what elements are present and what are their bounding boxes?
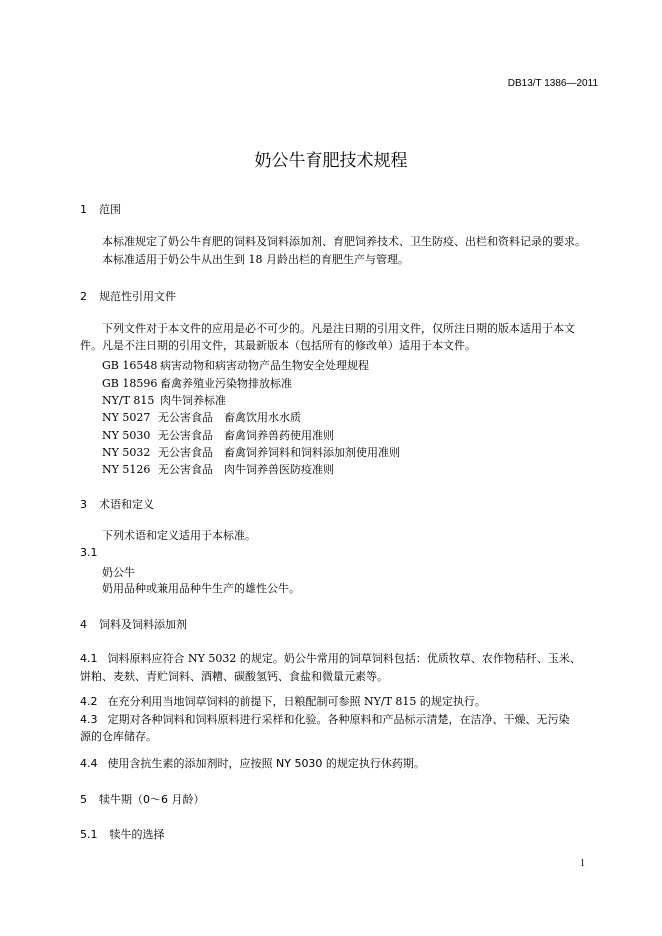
reference-code: NY 5032 <box>102 446 151 459</box>
term-definition: 奶用品种或兼用品种牛生产的雄性公牛。 <box>102 582 300 595</box>
term-name: 奶公牛 <box>102 566 135 579</box>
clause-4-3-line-2: 源的仓库储存。 <box>80 730 157 743</box>
clause-number: 4.2 <box>80 695 98 708</box>
reference-item <box>102 444 400 460</box>
reference-code: GB 16548 <box>102 359 158 372</box>
reference-code: NY 5126 <box>102 463 151 476</box>
section-3-heading <box>80 496 154 512</box>
terms-intro: 下列术语和定义适用于本标准。 <box>102 529 256 542</box>
section-number: 5 <box>80 793 87 806</box>
section-5-heading <box>80 791 205 807</box>
refs-intro-line-1: 下列文件对于本文件的应用是必不可少的。凡是注日期的引用文件，仅所注日期的版本适用于本文 <box>102 322 575 335</box>
section-title: 范围 <box>99 203 121 216</box>
reference-item <box>102 409 301 425</box>
standard-code: DB13/T 1386—2011 <box>507 78 598 89</box>
section-title: 犊牛的选择 <box>109 828 165 841</box>
document-title: 奶公牛育肥技术规程 <box>254 151 408 171</box>
reference-name: 肉牛饲养标准 <box>160 394 226 407</box>
reference-item <box>102 461 334 477</box>
section-1-heading <box>80 201 121 217</box>
reference-name: 无公害食品 肉牛饲养兽医防疫准则 <box>158 463 334 476</box>
reference-code: NY/T 815 <box>102 394 155 407</box>
clause-4-4 <box>80 755 425 771</box>
section-title: 犊牛期（0～6 月龄） <box>99 793 205 806</box>
scope-paragraph-1: 本标准规定了奶公牛育肥的饲料及饲料添加剂、育肥饲养技术、卫生防疫、出栏和资料记录的要求。 <box>102 235 586 248</box>
reference-name: 畜禽养殖业污染物排放标准 <box>160 377 292 390</box>
clause-number: 4.3 <box>80 713 98 726</box>
reference-item <box>102 392 226 408</box>
term-number: 3.1 <box>80 546 98 559</box>
reference-name: 无公害食品 畜禽饮用水水质 <box>158 411 301 424</box>
clause-text: 饲料原料应符合 NY 5032 的规定。奶公牛常用的饲草饲料包括：优质牧草、农作物秸秆、玉米、 <box>107 652 581 665</box>
section-title: 饲料及饲料添加剂 <box>99 618 187 631</box>
section-title: 规范性引用文件 <box>99 290 176 303</box>
clause-4-2 <box>80 693 486 711</box>
reference-item <box>102 375 292 391</box>
clause-number: 4.4 <box>80 757 98 770</box>
clause-number: 4.1 <box>80 652 98 665</box>
section-2-heading <box>80 288 176 304</box>
reference-name: 无公害食品 畜禽饲养饲料和饲料添加剂使用准则 <box>158 446 400 459</box>
section-number: 1 <box>80 203 87 216</box>
reference-item <box>102 427 334 443</box>
reference-name: 无公害食品 畜禽饲养兽药使用准则 <box>158 429 334 442</box>
section-number: 5.1 <box>80 828 98 841</box>
clause-text: 在充分利用当地饲草饲料的前提下，日粮配制可参照 NY/T 815 的规定执行。 <box>107 695 486 708</box>
clause-4-1-line-1 <box>80 650 581 668</box>
section-number: 3 <box>80 498 87 511</box>
clause-4-1-line-2: 饼粕、麦麸、青贮饲料、酒糟、碳酸氢钙、食盐和微量元素等。 <box>80 670 388 683</box>
section-5-1-heading <box>80 826 165 842</box>
section-number: 4 <box>80 618 87 631</box>
clause-4-3-line-1 <box>80 711 570 729</box>
section-4-heading <box>80 616 187 632</box>
page-number: 1 <box>580 858 585 869</box>
refs-intro-line-2: 件。凡是不注日期的引用文件，其最新版本（包括所有的修改单）适用于本文件。 <box>80 339 476 352</box>
clause-text: 定期对各种饲料和饲料原料进行采样和化验。各种原料和产品标示清楚，在洁净、干燥、无污染 <box>107 713 570 726</box>
reference-code: NY 5027 <box>102 411 151 424</box>
reference-code: GB 18596 <box>102 377 158 390</box>
section-number: 2 <box>80 290 87 303</box>
reference-item <box>102 357 369 373</box>
reference-name: 病害动物和病害动物产品生物安全处理规程 <box>160 359 369 372</box>
clause-text: 使用含抗生素的添加剂时，应按照 NY 5030 的规定执行休药期。 <box>107 757 425 770</box>
reference-code: NY 5030 <box>102 429 151 442</box>
scope-paragraph-2: 本标准适用于奶公牛从出生到 18 月龄出栏的育肥生产与管理。 <box>102 253 409 266</box>
section-title: 术语和定义 <box>99 498 154 511</box>
